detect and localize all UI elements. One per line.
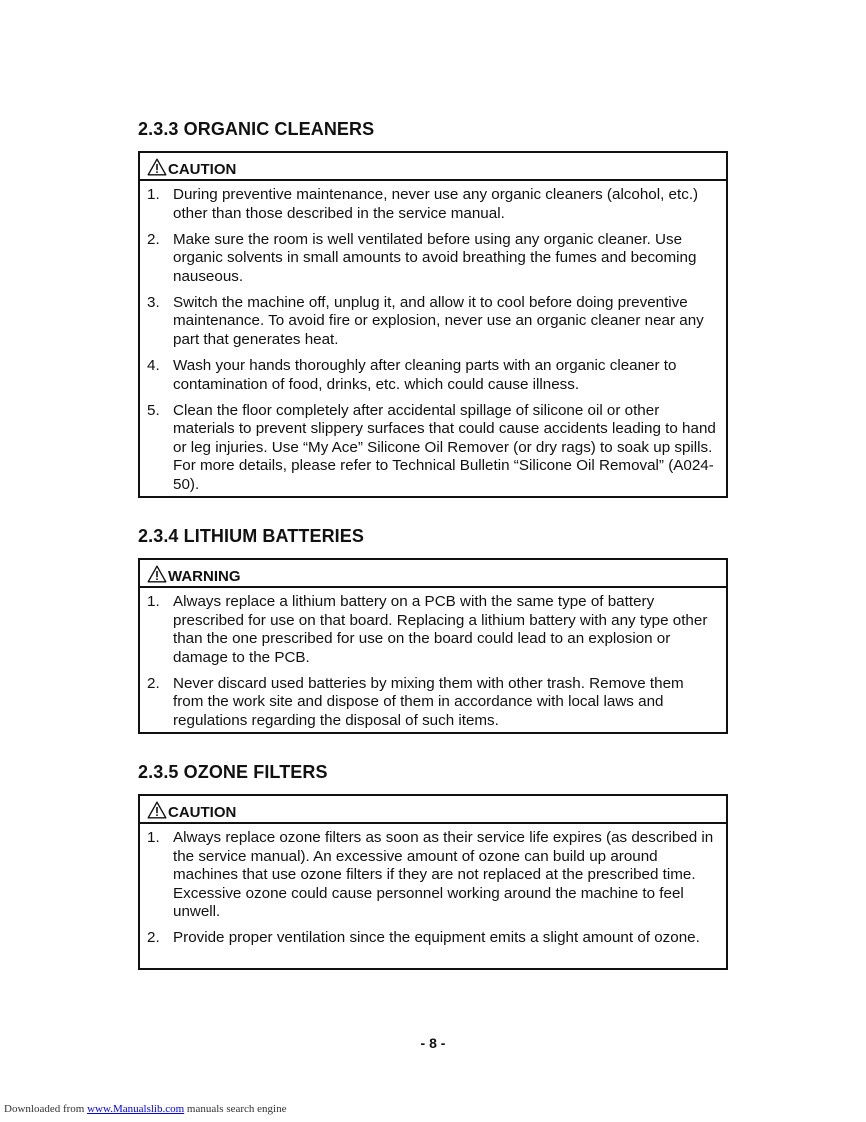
notice-label: WARNING bbox=[168, 568, 241, 585]
item-text: Clean the floor completely after accidental spillage of silicone oil or other materials to prevent slippery surfaces that could cause accidents leading to hand or leg injuries. Use “My Ace” Silicone Oil Remover (or dry rags) to soak up spills. For more details, please refer to Technical Bulletin “Silicone Oil Removal” (A024-50). bbox=[173, 401, 716, 493]
list-item bbox=[140, 357, 726, 394]
notice-header bbox=[140, 560, 726, 588]
item-text: Make sure the room is well ventilated before using any organic cleaner. Use organic solvents in small amounts to avoid breathing the fumes and becoming nauseous. bbox=[173, 230, 697, 285]
item-text: Provide proper ventilation since the equipment emits a slight amount of ozone. bbox=[173, 929, 700, 947]
item-text: Always replace ozone filters as soon as their service life expires (as described in the service manual). An excessive amount of ozone can build up around machines that use ozone filters if they are not replaced at the prescribed time. Excessive ozone could cause personnel working around the machine to feel unwell. bbox=[173, 829, 714, 921]
item-number: 3. bbox=[147, 293, 160, 311]
item-text: Switch the machine off, unplug it, and allow it to cool before doing preventive maintenance. To avoid fire or explosion, never use an organic cleaner near any part that generates heat. bbox=[173, 293, 704, 348]
item-text: Wash your hands thoroughly after cleaning parts with an organic cleaner to contamination of food, drinks, etc. which could cause illness. bbox=[173, 356, 677, 393]
item-text: During preventive maintenance, never use any organic cleaners (alcohol, etc.) other than those described in the service manual. bbox=[173, 186, 699, 222]
item-number: 4. bbox=[147, 356, 160, 374]
item-number: 2. bbox=[147, 230, 160, 248]
manualslib-link[interactable]: www.Manualslib.com bbox=[87, 1103, 185, 1115]
section-ozone-filters bbox=[138, 761, 728, 947]
page-number: - 8 - bbox=[420, 1035, 446, 1051]
list-item bbox=[140, 593, 726, 667]
notice-header bbox=[140, 153, 726, 181]
notice-list bbox=[140, 181, 726, 494]
item-number: 2. bbox=[147, 674, 160, 692]
notice-label: CAUTION bbox=[168, 161, 237, 178]
download-footer bbox=[4, 1103, 286, 1115]
list-item bbox=[140, 829, 726, 922]
section-heading: 2.3.5 OZONE FILTERS bbox=[138, 762, 328, 782]
list-item bbox=[140, 929, 726, 948]
notice-list bbox=[140, 588, 726, 731]
list-item bbox=[140, 231, 726, 287]
item-number: 1. bbox=[147, 186, 160, 203]
list-item bbox=[140, 402, 726, 495]
footer-suffix: manuals search engine bbox=[184, 1103, 287, 1115]
item-text: Never discard used batteries by mixing them with other trash. Remove them from the work site and dispose of them in accordance with local laws and regulations regarding the disposal of such items. bbox=[173, 674, 684, 729]
section-lithium-batteries bbox=[138, 525, 728, 729]
notice-label: CAUTION bbox=[168, 804, 237, 821]
item-number: 1. bbox=[147, 829, 160, 846]
item-number: 5. bbox=[147, 401, 160, 419]
list-item bbox=[140, 294, 726, 350]
item-number: 2. bbox=[147, 929, 160, 947]
list-item bbox=[140, 186, 726, 223]
caution-box bbox=[138, 151, 728, 498]
list-item bbox=[140, 675, 726, 731]
caution-box bbox=[138, 794, 728, 970]
notice-list bbox=[140, 824, 726, 948]
footer-prefix: Downloaded from bbox=[4, 1103, 88, 1115]
warning-triangle-icon bbox=[147, 158, 167, 178]
notice-header bbox=[140, 796, 726, 824]
warning-triangle-icon bbox=[147, 801, 167, 821]
section-heading: 2.3.3 ORGANIC CLEANERS bbox=[138, 119, 375, 139]
item-text: Always replace a lithium battery on a PCB with the same type of battery prescribed for use on that board. Replacing a lithium battery with any type other than the one prescribed for use on the board could lead to an explosion or damage to the PCB. bbox=[173, 593, 708, 666]
section-heading: 2.3.4 LITHIUM BATTERIES bbox=[138, 526, 364, 546]
section-organic-cleaners bbox=[138, 118, 728, 493]
warning-triangle-icon bbox=[147, 565, 167, 585]
warning-box bbox=[138, 558, 728, 734]
item-number: 1. bbox=[147, 593, 160, 610]
